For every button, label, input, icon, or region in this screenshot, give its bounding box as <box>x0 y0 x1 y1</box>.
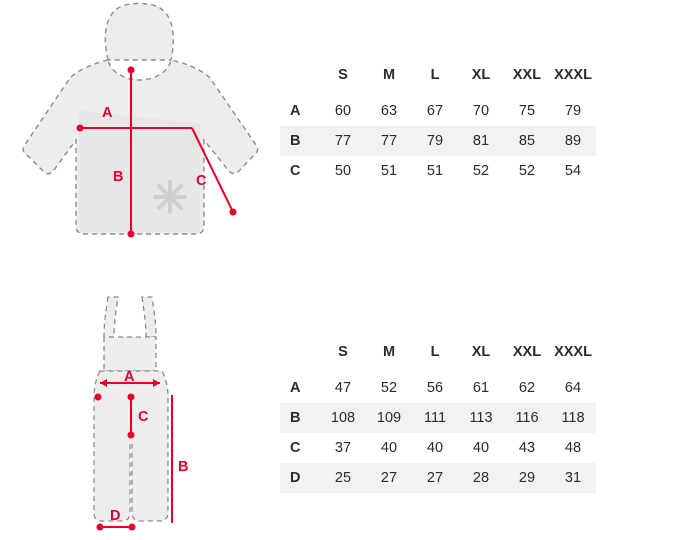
jacket-label-c: C <box>196 173 207 189</box>
table-cell: 111 <box>412 403 458 433</box>
table-cell: 47 <box>334 380 352 396</box>
column-header: XL <box>471 67 491 83</box>
table-corner-cell <box>280 335 320 373</box>
table-cell: 28 <box>458 463 504 493</box>
row-header: B <box>280 403 320 433</box>
table-cell: 62 <box>518 380 536 396</box>
table-row <box>280 126 596 156</box>
pants-size-section <box>0 275 680 540</box>
pants-illustration <box>0 275 280 540</box>
column-header: XXXL <box>554 67 592 83</box>
row-header: C <box>290 440 301 456</box>
table-header-row <box>280 58 596 96</box>
table-row <box>280 403 596 433</box>
jacket-size-table <box>280 58 596 186</box>
jacket-size-table-wrap <box>280 58 596 186</box>
snowflake-icon <box>155 182 185 212</box>
pants-strap-left <box>104 297 118 337</box>
pants-label-d: D <box>110 508 121 524</box>
pants-label-a: A <box>124 369 135 385</box>
table-cell: 52 <box>518 163 536 179</box>
table-cell: 54 <box>564 163 582 179</box>
table-cell: 75 <box>518 103 536 119</box>
jacket-diagram <box>0 0 280 260</box>
row-header: A <box>290 103 301 119</box>
pants-strap-right <box>142 297 156 337</box>
table-cell: 81 <box>458 126 504 156</box>
pants-size-table <box>280 335 596 493</box>
column-header: XXL <box>512 67 542 83</box>
table-cell: 85 <box>504 126 550 156</box>
table-cell: 113 <box>458 403 504 433</box>
column-header: XL <box>471 344 491 360</box>
column-header: XXL <box>512 344 542 360</box>
table-cell: 51 <box>380 163 398 179</box>
table-cell: 64 <box>564 380 582 396</box>
table-cell: 25 <box>320 463 366 493</box>
table-cell: 67 <box>426 103 444 119</box>
table-cell: 52 <box>380 380 398 396</box>
table-cell: 50 <box>334 163 352 179</box>
jacket-size-section <box>0 0 680 265</box>
pants-bib <box>104 337 156 371</box>
column-header: L <box>430 67 440 83</box>
pants-label-b: B <box>178 459 189 475</box>
table-cell: 27 <box>366 463 412 493</box>
table-cell: 60 <box>334 103 352 119</box>
table-row <box>280 433 596 463</box>
row-header: C <box>290 163 301 179</box>
column-header: XXXL <box>554 344 592 360</box>
row-header: A <box>290 380 301 396</box>
table-row <box>280 373 596 403</box>
table-header-row <box>280 335 596 373</box>
table-corner-cell <box>280 58 320 96</box>
column-header: S <box>338 344 348 360</box>
pants-size-table-wrap <box>280 335 596 493</box>
table-cell: 29 <box>504 463 550 493</box>
table-cell: 40 <box>380 440 398 456</box>
column-header: M <box>382 67 396 83</box>
table-row <box>280 156 596 186</box>
table-cell: 77 <box>320 126 366 156</box>
table-cell: 40 <box>472 440 490 456</box>
row-header: D <box>280 463 320 493</box>
jacket-illustration <box>0 0 280 260</box>
column-header: L <box>430 344 440 360</box>
table-cell: 43 <box>518 440 536 456</box>
table-cell: 48 <box>564 440 582 456</box>
table-row <box>280 463 596 493</box>
table-cell: 51 <box>426 163 444 179</box>
table-row <box>280 96 596 126</box>
table-cell: 56 <box>426 380 444 396</box>
jacket-label-b: B <box>113 169 124 185</box>
row-header: B <box>280 126 320 156</box>
table-cell: 70 <box>472 103 490 119</box>
table-cell: 27 <box>412 463 458 493</box>
table-cell: 61 <box>472 380 490 396</box>
table-cell: 63 <box>380 103 398 119</box>
table-cell: 77 <box>366 126 412 156</box>
table-cell: 31 <box>550 463 596 493</box>
pants-label-c: C <box>138 409 149 425</box>
jacket-hood-shape <box>105 3 173 60</box>
table-cell: 118 <box>550 403 596 433</box>
table-cell: 108 <box>320 403 366 433</box>
table-cell: 79 <box>564 103 582 119</box>
jacket-label-a: A <box>102 105 113 121</box>
table-cell: 37 <box>334 440 352 456</box>
table-cell: 52 <box>472 163 490 179</box>
pants-diagram <box>0 275 280 540</box>
table-cell: 79 <box>412 126 458 156</box>
table-cell: 89 <box>550 126 596 156</box>
table-cell: 40 <box>426 440 444 456</box>
table-cell: 109 <box>366 403 412 433</box>
table-cell: 116 <box>504 403 550 433</box>
column-header: M <box>382 344 396 360</box>
column-header: S <box>338 67 348 83</box>
